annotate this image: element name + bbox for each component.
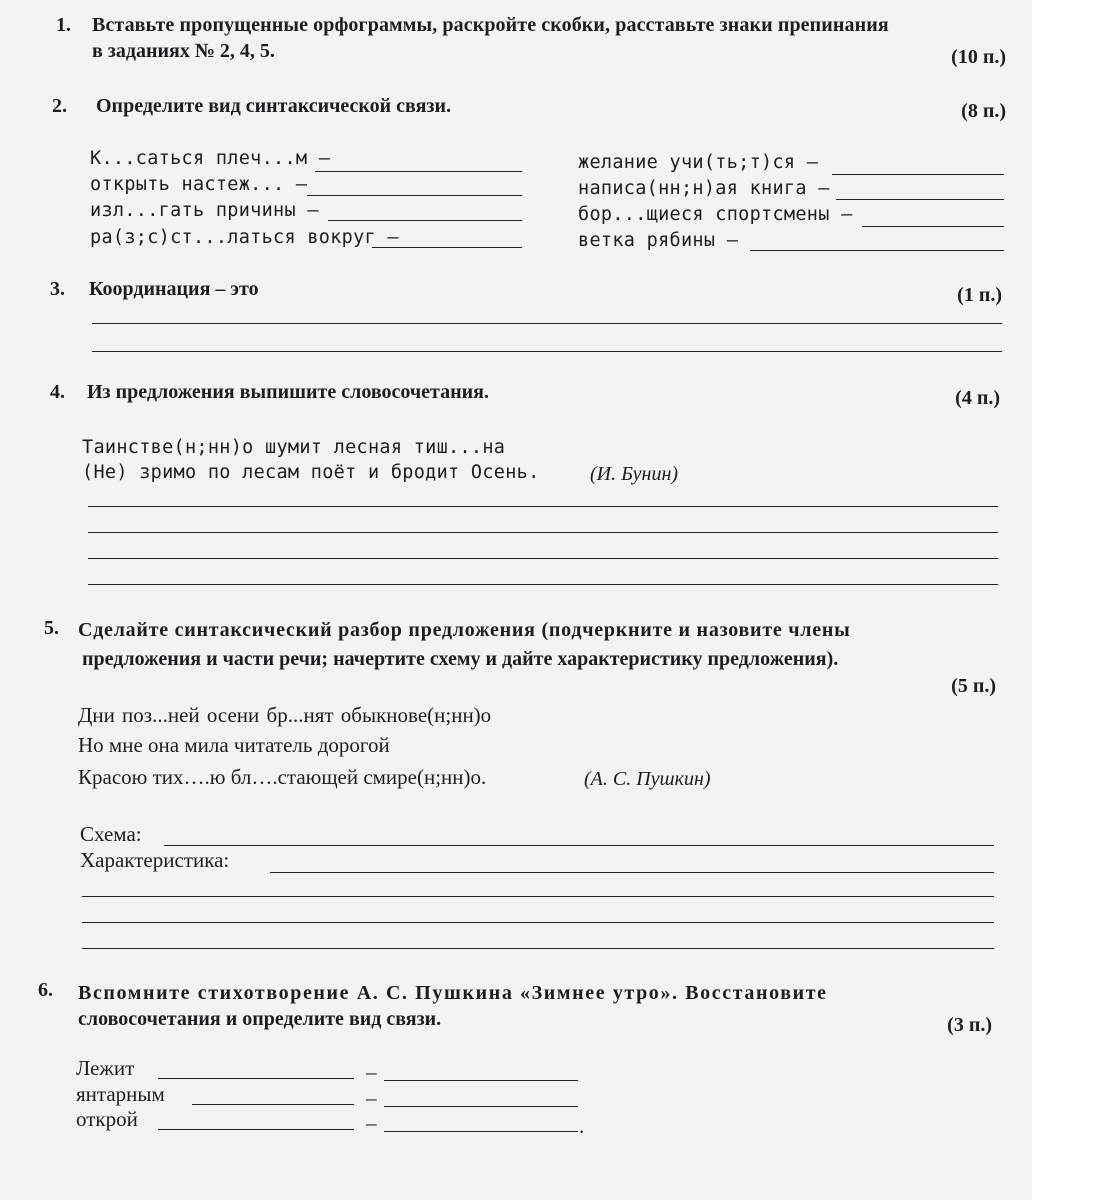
- answer-line[interactable]: [862, 226, 1004, 227]
- answer-line[interactable]: [82, 922, 994, 923]
- task-2-right-item: желание учи(ть;т)ся –: [578, 152, 819, 173]
- task-2-right-item: бор...щиеся спортсмены –: [578, 204, 853, 225]
- task-6-points: (3 п.): [947, 1014, 992, 1036]
- task-5-text-line2: предложения и части речи; начертите схему и дайте характеристику предложения).: [82, 648, 839, 670]
- task-1-text-line2: в заданиях № 2, 4, 5.: [92, 40, 275, 62]
- task-3-number: 3.: [50, 278, 65, 300]
- task-2-left-item: открыть настеж... –: [90, 174, 308, 195]
- answer-line[interactable]: [750, 250, 1004, 251]
- task-6-word: янтарным: [76, 1082, 165, 1106]
- task-6-word: Лежит: [76, 1056, 135, 1080]
- task-2-points: (8 п.): [961, 100, 1006, 122]
- answer-line[interactable]: [88, 506, 998, 507]
- task-1-text-line1: Вставьте пропущенные орфограммы, раскройте скобки, расставьте знаки препинания: [92, 14, 889, 36]
- answer-line[interactable]: [88, 558, 998, 559]
- task-4-quote-line2: (Не) зримо по лесам поёт и бродит Осень.: [82, 462, 540, 483]
- answer-line[interactable]: [372, 247, 522, 248]
- task-2-text: Определите вид синтаксической связи.: [96, 95, 451, 117]
- task-2-left-item: ра(з;с)ст...латься вокруг –: [90, 227, 399, 248]
- task-2-right-item: ветка рябины –: [578, 230, 739, 251]
- task-5-number: 5.: [44, 617, 59, 639]
- answer-line[interactable]: [82, 948, 994, 949]
- dash: –: [366, 1111, 377, 1135]
- task-4-quote-line1: Таинстве(н;нн)о шумит лесная тиш...на: [82, 437, 506, 458]
- answer-line[interactable]: [836, 199, 1004, 200]
- answer-line[interactable]: [307, 195, 522, 196]
- answer-line[interactable]: [92, 351, 1002, 352]
- answer-line[interactable]: [82, 896, 994, 897]
- task-1-number: 1.: [56, 14, 71, 36]
- answer-line[interactable]: [92, 323, 1002, 324]
- dash: –: [366, 1086, 377, 1110]
- characteristic-answer-line[interactable]: [270, 872, 994, 873]
- task-4-text: Из предложения выпишите словосочетания.: [87, 381, 489, 403]
- answer-line[interactable]: [384, 1080, 578, 1081]
- answer-line[interactable]: [158, 1078, 354, 1079]
- task-2-right-item: написа(нн;н)ая книга –: [578, 178, 830, 199]
- task-5-poem-line3: Красою тих….ю бл….стающей смире(н;нн)о.: [78, 765, 487, 789]
- task-1-points: (10 п.): [951, 46, 1006, 68]
- answer-line[interactable]: [384, 1106, 578, 1107]
- task-3-points: (1 п.): [957, 284, 1002, 306]
- task-5-poem-line1: Дни поз...ней осени бр...нят обыкнове(н;нн)о: [78, 703, 492, 727]
- task-5-characteristic-label: Характеристика:: [80, 848, 230, 872]
- end-period: .: [579, 1114, 585, 1138]
- task-6-word: открой: [76, 1107, 138, 1131]
- answer-line[interactable]: [158, 1129, 354, 1130]
- answer-line[interactable]: [88, 532, 998, 533]
- task-6-text-line2: словосочетания и определите вид связи.: [78, 1008, 442, 1030]
- task-5-points: (5 п.): [951, 675, 996, 697]
- task-3-text: Координация – это: [89, 278, 259, 300]
- task-2-number: 2.: [52, 95, 67, 117]
- task-5-scheme-label: Схема:: [80, 822, 142, 846]
- answer-line[interactable]: [328, 220, 522, 221]
- answer-line[interactable]: [192, 1104, 354, 1105]
- task-2-left-item: изл...гать причины –: [90, 200, 319, 221]
- task-4-points: (4 п.): [955, 387, 1000, 409]
- task-5-author: (А. С. Пушкин): [584, 768, 711, 790]
- answer-line[interactable]: [315, 171, 522, 172]
- task-6-number: 6.: [38, 979, 53, 1001]
- task-6-text-line1: Вспомните стихотворение А. С. Пушкина «Зимнее утро». Восстановите: [78, 982, 828, 1004]
- answer-line[interactable]: [832, 174, 1004, 175]
- task-5-poem-line2: Но мне она мила читатель дорогой: [78, 733, 390, 757]
- task-2-left-item: К...саться плеч...м –: [90, 148, 331, 169]
- task-4-author: (И. Бунин): [590, 463, 679, 485]
- answer-line[interactable]: [88, 584, 998, 585]
- answer-line[interactable]: [384, 1131, 578, 1132]
- task-5-text-line1: Сделайте синтаксический разбор предложения (подчеркните и назовите члены: [78, 619, 851, 641]
- task-4-number: 4.: [50, 381, 65, 403]
- dash: –: [366, 1060, 377, 1084]
- scheme-answer-line[interactable]: [164, 845, 994, 846]
